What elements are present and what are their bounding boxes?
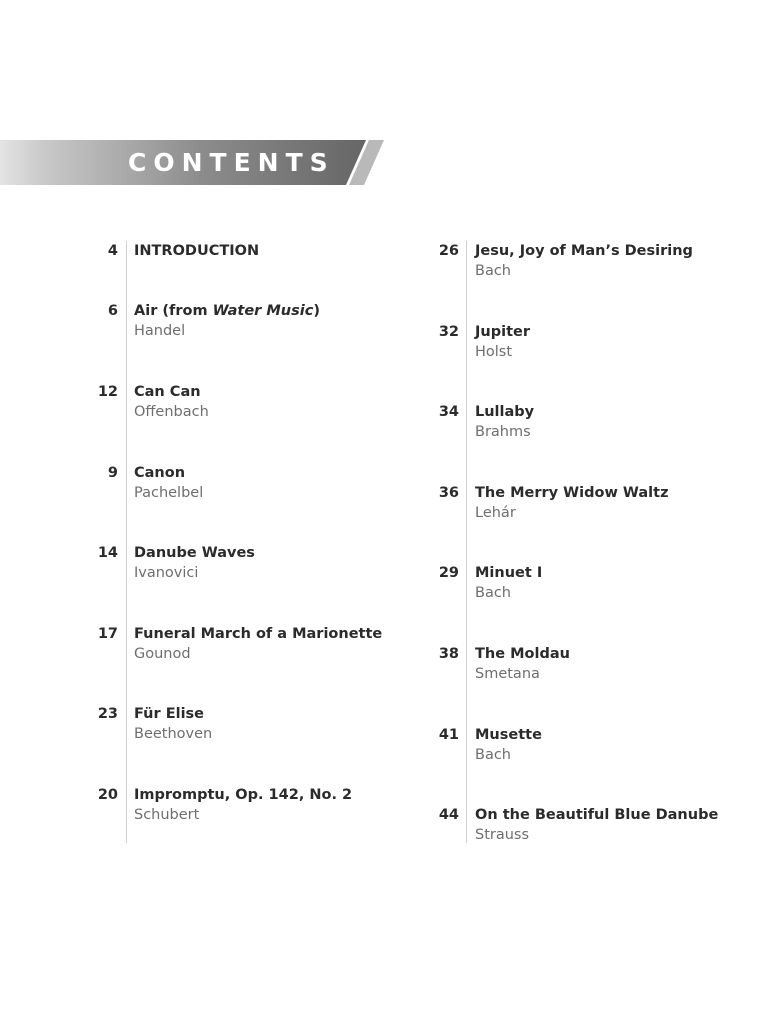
entry-title: Lullaby: [475, 404, 535, 420]
entry-title: INTRODUCTION: [134, 243, 260, 259]
entry-composer: Bach: [475, 585, 511, 601]
entry-title: [134, 301, 320, 321]
page-number: 32: [438, 324, 459, 340]
entry-title: The Merry Widow Waltz: [475, 485, 669, 501]
page-number: 12: [97, 384, 118, 400]
column-divider: [466, 241, 467, 843]
entry-composer: Bach: [475, 747, 511, 763]
entry-composer: Gounod: [134, 646, 191, 662]
entry-title: Canon: [134, 465, 186, 481]
entry-composer: Bach: [475, 263, 511, 279]
entry-composer: Brahms: [475, 424, 531, 440]
page-number: 17: [97, 626, 118, 642]
page-number: 34: [438, 404, 459, 420]
entry-composer: Strauss: [475, 827, 530, 843]
entry-title-italic: Water Music: [212, 303, 314, 319]
entry-title-prefix: Air (from: [134, 303, 213, 319]
entry-composer: Ivanovici: [134, 565, 199, 581]
entry-title: Jupiter: [475, 324, 530, 340]
entry-composer: Schubert: [134, 807, 200, 823]
page-number: 38: [438, 646, 459, 662]
entry-title: The Moldau: [475, 646, 570, 662]
page-number: 20: [97, 787, 118, 803]
entry-title: Musette: [475, 727, 542, 743]
page-title: CONTENTS: [128, 148, 335, 177]
page-number: 41: [438, 727, 459, 743]
page-number: 9: [107, 465, 118, 481]
entry-composer: Smetana: [475, 666, 540, 682]
entry-composer: Holst: [475, 344, 513, 360]
entry-title: Funeral March of a Marionette: [134, 626, 383, 642]
entry-title: Can Can: [134, 384, 201, 400]
page-number: 4: [107, 243, 118, 259]
page-number: 29: [438, 565, 459, 581]
entry-title: Minuet I: [475, 565, 543, 581]
entry-composer: Pachelbel: [134, 485, 204, 501]
entry-composer: Handel: [134, 323, 186, 339]
page-number: 44: [438, 807, 459, 823]
contents-banner: [0, 140, 384, 185]
entry-composer: Beethoven: [134, 726, 213, 742]
entry-composer: Lehár: [475, 505, 516, 521]
page-number: 36: [438, 485, 459, 501]
entry-title: Jesu, Joy of Man’s Desiring: [475, 243, 693, 259]
entry-title: Danube Waves: [134, 545, 255, 561]
entry-title: Impromptu, Op. 142, No. 2: [134, 787, 353, 803]
column-divider: [126, 241, 127, 843]
page-number: 6: [107, 303, 118, 319]
entry-title-suffix: ): [313, 303, 320, 319]
page-number: 14: [97, 545, 118, 561]
entry-composer: Offenbach: [134, 404, 209, 420]
entry-title: On the Beautiful Blue Danube: [475, 807, 719, 823]
entry-title: Für Elise: [134, 706, 205, 722]
page-number: 23: [97, 706, 118, 722]
page-number: 26: [438, 243, 459, 259]
